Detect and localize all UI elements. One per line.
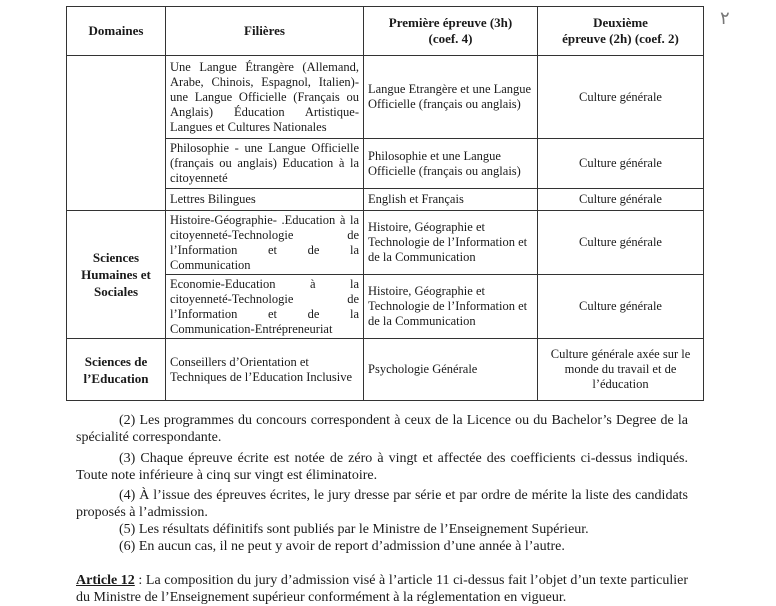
epreuve1-cell: Langue Etrangère et une Langue Officielle (français ou anglais) bbox=[364, 56, 538, 139]
epreuve2-cell: Culture générale bbox=[538, 211, 704, 275]
header-filieres: Filières bbox=[166, 7, 364, 56]
filiere-cell: Economie-Education à la citoyenneté-Technologie de l’Information et de la Communication-Entrépreneuriat bbox=[166, 275, 364, 339]
epreuve2-cell: Culture générale bbox=[538, 189, 704, 211]
filiere-cell: Une Langue Étrangère (Allemand, Arabe, Chinois, Espagnol, Italien)- une Langue Officielle (Français ou Anglais) Éducation Artistique-Langues et Cultures Nationales bbox=[166, 56, 364, 139]
article-12 bbox=[76, 572, 688, 606]
epreuve1-cell: Psychologie Générale bbox=[364, 339, 538, 401]
header-domaines: Domaines bbox=[67, 7, 166, 56]
header-epreuve2-line1: Deuxième bbox=[593, 15, 648, 30]
filiere-cell: Philosophie - une Langue Officielle (français ou anglais) Education à la citoyenneté bbox=[166, 139, 364, 189]
table-row bbox=[67, 211, 704, 275]
header-epreuve2-line2: épreuve (2h) (coef. 2) bbox=[562, 31, 679, 46]
paragraph-4: (4) À l’issue des épreuves écrites, le jury dresse par série et par ordre de mérite la liste des candidats proposés à l’admission. bbox=[76, 488, 688, 520]
epreuve1-cell: Philosophie et une Langue Officielle (français ou anglais) bbox=[364, 139, 538, 189]
exam-table bbox=[66, 6, 704, 401]
epreuve2-cell: Culture générale bbox=[538, 139, 704, 189]
paragraph-6: (6) En aucun cas, il ne peut y avoir de report d’admission d’une année à l’autre. bbox=[119, 539, 565, 554]
table-row bbox=[67, 56, 704, 139]
filiere-cell: Conseillers d’Orientation et Techniques de l’Education Inclusive bbox=[166, 339, 364, 401]
table-header-row bbox=[67, 7, 704, 56]
paragraph-3: (3) Chaque épreuve écrite est notée de zéro à vingt et affectée des coefficients ci-dessus indiqués. Toute note inférieure à cinq sur vingt est éliminatoire. bbox=[76, 451, 688, 483]
paragraph-2: (2) Les programmes du concours correspondent à ceux de la Licence ou du Bachelor’s Degree de la spécialité correspondante. bbox=[76, 413, 688, 445]
filiere-cell: Lettres Bilingues bbox=[166, 189, 364, 211]
article-text: : La composition du jury d’admission visé à l’article 11 ci-dessus fait l’objet d’un texte particulier du Ministre de l’Enseignement supérieur conformément à la réglementation en vigueur. bbox=[76, 573, 688, 605]
article-label: Article 12 bbox=[76, 573, 135, 588]
header-epreuve2 bbox=[538, 7, 704, 56]
header-epreuve1-line1: Première épreuve (3h) bbox=[388, 15, 513, 30]
epreuve1-cell: Histoire, Géographie et Technologie de l’Information et de la Communication bbox=[364, 211, 538, 275]
epreuve2-cell: Culture générale bbox=[538, 56, 704, 139]
page-corner-mark: ٢ bbox=[720, 8, 730, 28]
header-epreuve1 bbox=[364, 7, 538, 56]
header-epreuve1-line2: (coef. 4) bbox=[428, 31, 473, 46]
domain-sciences-humaines: Sciences Humaines et Sociales bbox=[67, 211, 166, 339]
epreuve2-cell: Culture générale axée sur le monde du travail et de l’éducation bbox=[538, 339, 704, 401]
epreuve1-cell: Histoire, Géographie et Technologie de l’Information et de la Communication bbox=[364, 275, 538, 339]
epreuve2-cell: Culture générale bbox=[538, 275, 704, 339]
domain-sciences-education: Sciences de l’Education bbox=[67, 339, 166, 401]
epreuve1-cell: English et Français bbox=[364, 189, 538, 211]
domain-cell-empty bbox=[67, 56, 166, 211]
table-row bbox=[67, 339, 704, 401]
filiere-cell: Histoire-Géographie- .Education à la citoyenneté-Technologie de l’Information et de la Communication bbox=[166, 211, 364, 275]
paragraph-5: (5) Les résultats définitifs sont publiés par le Ministre de l’Enseignement Supérieur. bbox=[119, 522, 589, 537]
